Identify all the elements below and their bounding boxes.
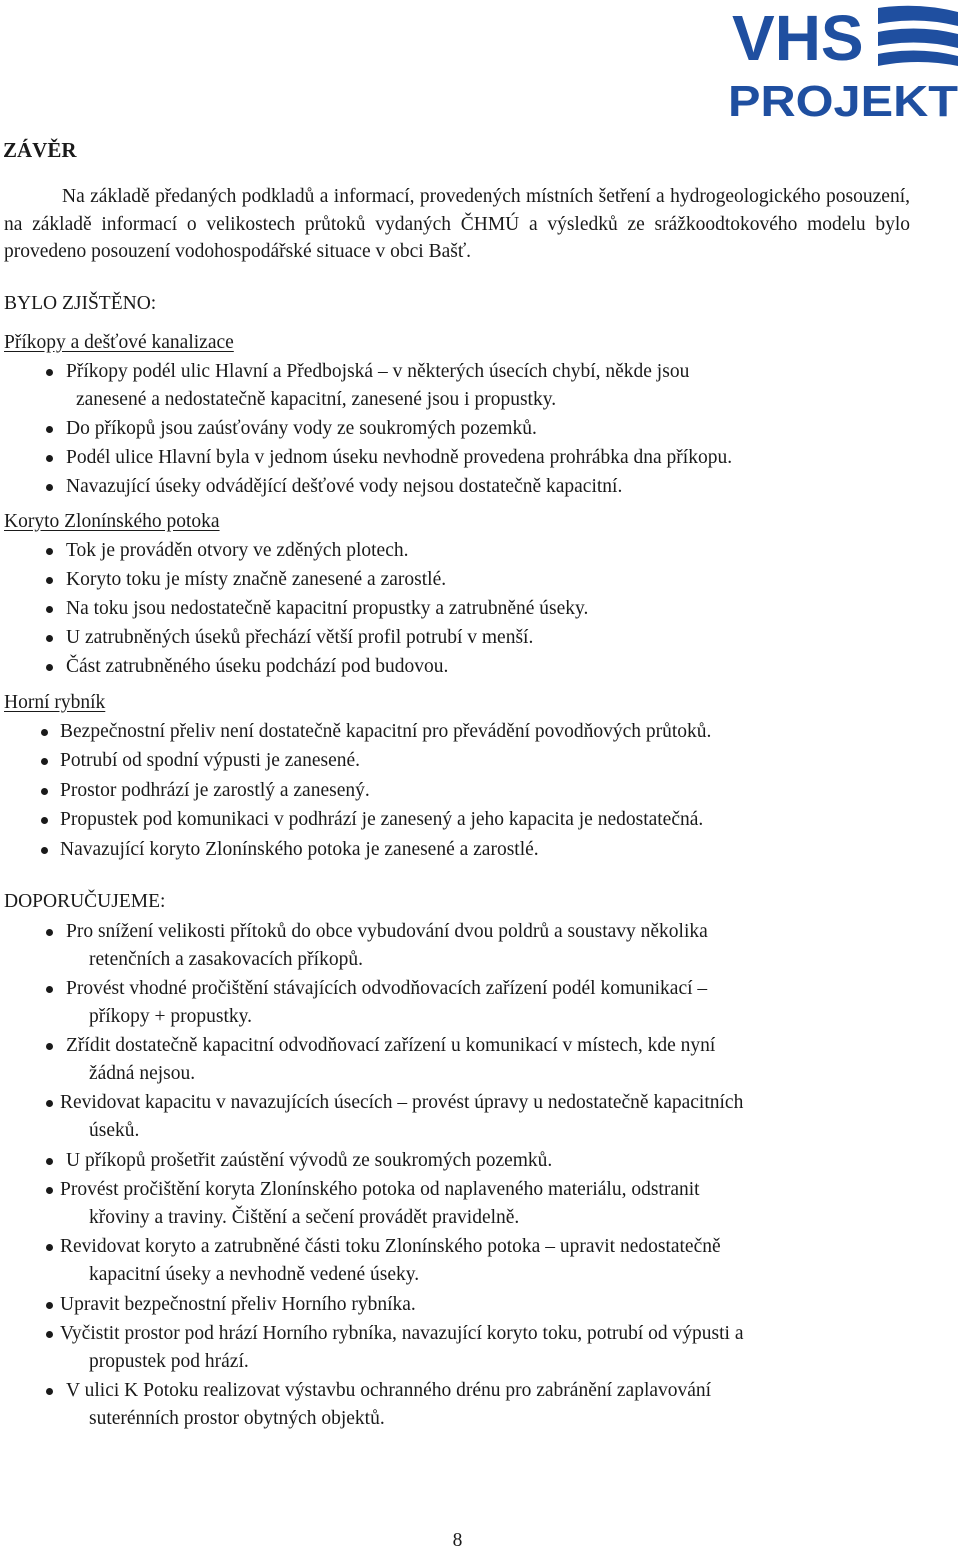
bullet-icon	[41, 729, 48, 736]
pond-list	[0, 718, 960, 864]
bullet-icon	[46, 1331, 53, 1338]
list-item-text: Bezpečnostní přeliv není dostatečně kapacitní pro převádění povodňových průtoků.	[60, 720, 712, 742]
list-item-text-cont: suterénních prostor obytných objektů.	[89, 1408, 385, 1430]
list-item	[0, 473, 910, 501]
list-item	[0, 1176, 910, 1232]
list-item-text-cont: křoviny a traviny. Čištění a sečení provádět pravidelně.	[89, 1206, 520, 1228]
list-item	[0, 975, 910, 1031]
list-item-text: Na toku jsou nedostatečně kapacitní propustky a zatrubněné úseky.	[66, 597, 589, 619]
bullet-icon	[46, 635, 53, 642]
list-item	[0, 566, 910, 594]
document-page	[0, 136, 960, 1434]
bullet-icon	[46, 426, 53, 433]
findings-title: BYLO ZJIŠTĚNO:	[4, 292, 157, 314]
list-item-text: Propustek pod komunikaci v podhrází je zanesený a jeho kapacita je nedostatečná.	[60, 809, 704, 830]
list-item-text-cont: zanesené a nedostatečně kapacitní, zanesené jsou i propustky.	[76, 388, 557, 410]
bullet-icon	[46, 1043, 53, 1050]
page-number: 8	[452, 1530, 463, 1551]
bullet-icon	[46, 1388, 53, 1395]
list-item-text-cont: úseků.	[89, 1120, 140, 1142]
list-item	[0, 836, 910, 864]
list-item	[0, 1032, 910, 1088]
list-item	[0, 537, 910, 565]
bullet-icon	[46, 455, 53, 462]
bullet-icon	[41, 758, 48, 765]
list-item-text: Do příkopů jsou zaúsťovány vody ze soukromých pozemků.	[66, 417, 537, 439]
bullet-icon	[46, 664, 53, 671]
list-item-text: Navazující úseky odvádějící dešťové vody nejsou dostatečně kapacitní.	[66, 475, 623, 497]
list-item	[0, 653, 910, 681]
list-item-text: Upravit bezpečnostní přeliv Horního rybníka.	[60, 1293, 416, 1315]
list-item-text-cont: kapacitní úseky a nevhodně vedené úseky.	[89, 1264, 420, 1286]
bullet-icon	[41, 788, 48, 795]
subsection-title-stream: Koryto Zlonínského potoka	[4, 510, 220, 532]
bullet-icon	[46, 1244, 53, 1251]
recommendations-list	[0, 918, 960, 1434]
list-item	[0, 624, 910, 652]
recommendations-title: DOPORUČUJEME:	[4, 890, 166, 912]
bullet-icon	[46, 1158, 53, 1165]
logo-text-vhs: VHS	[732, 2, 864, 74]
stream-list	[0, 537, 960, 681]
ditches-list	[0, 358, 960, 501]
list-item-text: Revidovat kapacitu v navazujících úsecích – provést úpravy u nedostatečně kapacitních	[60, 1092, 744, 1114]
list-item-text: Pro snížení velikosti přítoků do obce vybudování dvou poldrů a soustavy několika	[66, 920, 708, 942]
bullet-icon	[46, 606, 53, 613]
list-item-text-cont: příkopy + propustky.	[89, 1005, 253, 1027]
list-item	[0, 1233, 910, 1289]
list-item-text: V ulici K Potoku realizovat výstavbu ochranného drénu pro zabránění zaplavování	[66, 1380, 712, 1402]
bullet-icon	[46, 577, 53, 584]
list-item-text: Zřídit dostatečně kapacitní odvodňovací zařízení u komunikací v místech, kde nyní	[66, 1035, 716, 1057]
list-item	[0, 415, 910, 443]
logo-wave-3	[878, 50, 958, 66]
list-item-text: Koryto toku je místy značně zanesené a zarostlé.	[66, 568, 447, 590]
bullet-icon	[46, 1187, 53, 1194]
list-item-text: Podél ulice Hlavní byla v jednom úseku nevhodně provedena prohrábka dna příkopu.	[66, 446, 733, 468]
logo-wave-1	[878, 6, 958, 26]
bullet-icon	[46, 548, 53, 555]
bullet-icon	[41, 847, 48, 854]
list-item-text: U příkopů prošetřit zaústění vývodů ze soukromých pozemků.	[66, 1149, 553, 1171]
list-item	[0, 1089, 910, 1145]
list-item-text: Část zatrubněného úseku podchází pod budovou.	[66, 655, 449, 677]
list-item	[0, 718, 910, 746]
bullet-icon	[46, 1100, 53, 1107]
list-item-text: Provést pročištění koryta Zlonínského potoka od naplaveného materiálu, odstranit	[60, 1178, 700, 1200]
bullet-icon	[46, 369, 53, 376]
list-item	[0, 358, 910, 414]
list-item	[0, 777, 910, 805]
list-item	[0, 1291, 910, 1319]
list-item-text: Provést vhodné pročištění stávajících odvodňovacích zařízení podél komunikací –	[66, 977, 708, 999]
list-item-text: Revidovat koryto a zatrubněné části toku Zlonínského potoka – upravit nedostatečně	[60, 1236, 721, 1258]
intro-paragraph: Na základě předaných podkladů a informací, provedených místních šetření a hydrogeologického posouzení, na základě informací o velikostech průtoků vydaných ČHMÚ a výsledků ze srážkoodtokového modelu bylo provedeno posouzení vodohospodářské situace v obci Bašť.	[4, 186, 910, 262]
list-item	[0, 918, 910, 974]
list-item-text: Příkopy podél ulic Hlavní a Předbojská – v některých úsecích chybí, někde jsou	[66, 360, 690, 382]
list-item-text: Tok je prováděn otvory ve zděných plotech.	[66, 539, 409, 561]
list-item-text: Potrubí od spodní výpusti je zanesené.	[60, 750, 361, 771]
section-heading: ZÁVĚR	[3, 138, 77, 162]
list-item-text-cont: žádná nejsou.	[89, 1063, 196, 1085]
bullet-icon	[46, 929, 53, 936]
logo-text-projekt: PROJEKT	[728, 77, 959, 122]
list-item-text: U zatrubněných úseků přechází větší profil potrubí v menší.	[66, 626, 534, 648]
subsection-title-pond: Horní rybník	[4, 691, 106, 713]
list-item-text-cont: propustek pod hrází.	[89, 1350, 249, 1372]
list-item	[0, 747, 910, 775]
list-item-text-cont: retenčních a zasakovacích příkopů.	[89, 948, 363, 970]
vhs-projekt-logo	[728, 2, 960, 122]
list-item	[0, 595, 910, 623]
list-item-text: Vyčistit prostor pod hrází Horního rybníka, navazující koryto toku, potrubí od výpusti a	[60, 1322, 744, 1344]
bullet-icon	[41, 817, 48, 824]
bullet-icon	[46, 1302, 53, 1309]
subsection-title-ditches: Příkopy a dešťové kanalizace	[4, 331, 234, 353]
list-item	[0, 806, 910, 834]
bullet-icon	[46, 986, 53, 993]
list-item	[0, 1377, 910, 1433]
list-item	[0, 1147, 910, 1175]
bullet-icon	[46, 484, 53, 491]
list-item	[0, 444, 910, 472]
logo-wave-2	[878, 28, 958, 48]
list-item	[0, 1320, 910, 1376]
list-item-text: Navazující koryto Zlonínského potoka je zanesené a zarostlé.	[60, 838, 539, 860]
list-item-text: Prostor podhrází je zarostlý a zanesený.	[60, 779, 370, 801]
